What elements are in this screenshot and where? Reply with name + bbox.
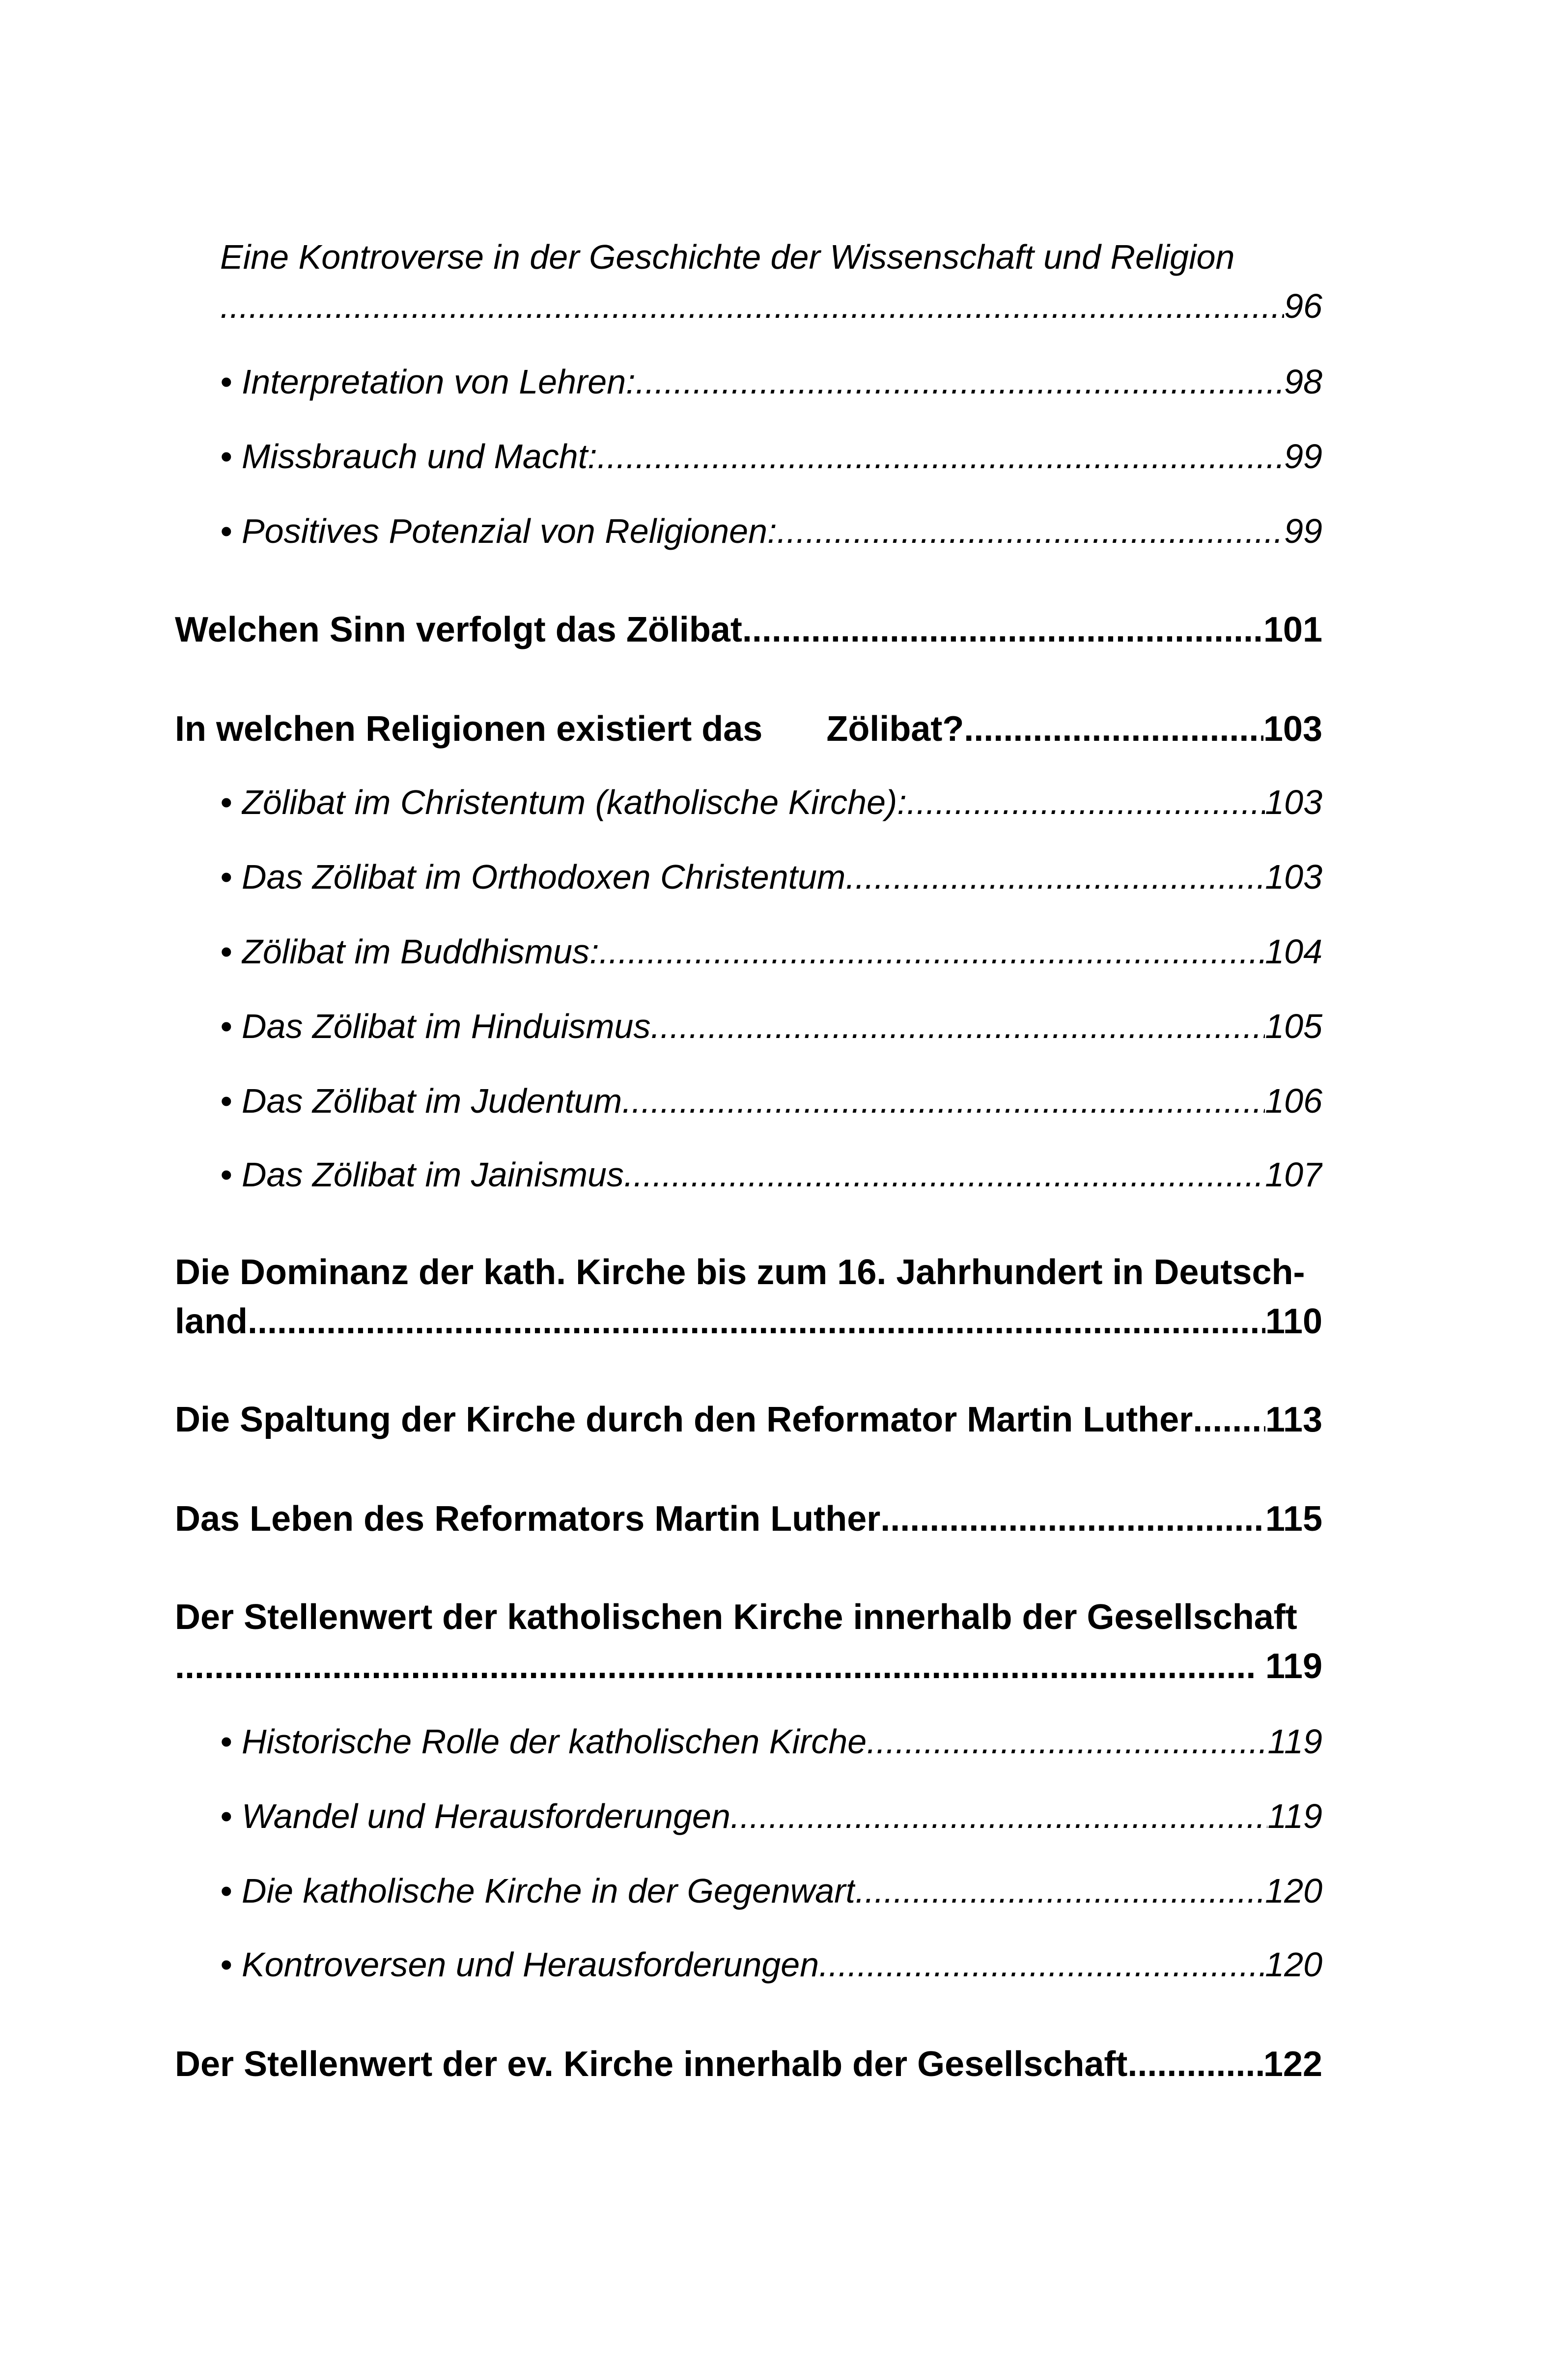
toc-entry-line xyxy=(220,780,1322,824)
toc-entry-label: Der Stellenwert der katholischen Kirche innerhalb der Gesellschaft xyxy=(175,1598,1297,1637)
toc-page-number: 103 xyxy=(1265,858,1322,896)
toc-leader-dots xyxy=(248,1298,1265,1345)
toc-entry-label: Das Zölibat im Orthodoxen Christentum xyxy=(241,858,846,896)
toc-entry-line xyxy=(175,705,1322,753)
toc-leader-dots xyxy=(624,1152,1265,1197)
toc-entry-label: Das Leben des Reformators Martin Luther xyxy=(175,1499,881,1539)
toc-page-number: 99 xyxy=(1284,512,1322,550)
toc-page-number: 106 xyxy=(1265,1082,1322,1120)
toc-entry-label: Die Spaltung der Kirche durch den Reformator Martin Luther xyxy=(175,1400,1193,1439)
toc-leader-dots xyxy=(730,1794,1267,1838)
toc-entry-line xyxy=(220,1869,1322,1913)
toc-page-number: 105 xyxy=(1265,1007,1322,1045)
toc-page-number: 120 xyxy=(1265,1945,1322,1984)
toc-entry-label: Die katholische Kirche in der Gegenwart xyxy=(241,1872,855,1910)
toc-entry-line xyxy=(220,1942,1322,1987)
toc-leader-dots xyxy=(636,360,1285,404)
toc-leader-dots xyxy=(175,1643,1257,1690)
toc-leader-dots xyxy=(1193,1396,1265,1443)
bullet-icon: • xyxy=(220,783,242,821)
toc-entry-label: Positives Potenzial von Religionen: xyxy=(241,512,777,550)
toc-leader-dots xyxy=(880,1495,1265,1543)
toc-entry-line xyxy=(175,1396,1322,1443)
toc-leader-dots xyxy=(597,434,1285,478)
toc-leader-dots xyxy=(1127,2041,1263,2088)
toc-leader-dots xyxy=(845,855,1265,899)
toc-entry-line xyxy=(220,855,1322,899)
toc-leader-dots xyxy=(855,1869,1265,1913)
toc-entry-label: land xyxy=(175,1302,248,1341)
bullet-icon: • xyxy=(220,1722,242,1761)
toc-page-number: 113 xyxy=(1265,1400,1322,1439)
toc-entry-line xyxy=(220,284,1322,328)
bullet-icon: • xyxy=(220,1155,242,1194)
toc-entry-label: Missbrauch und Macht: xyxy=(241,437,597,476)
toc-entry-line xyxy=(175,2041,1322,2088)
toc-entry-line xyxy=(220,509,1322,553)
toc-page-number: 119 xyxy=(1267,1722,1322,1761)
toc-entry-line xyxy=(220,1004,1322,1048)
bullet-icon: • xyxy=(220,363,242,401)
toc-entry-label: Interpretation von Lehren: xyxy=(241,363,636,401)
toc-entry-label: Der Stellenwert der ev. Kirche innerhalb der Gesellschaft xyxy=(175,2045,1128,2084)
toc-entry-label: Das Zölibat im Judentum xyxy=(241,1082,622,1120)
toc-page-number: 120 xyxy=(1265,1872,1322,1910)
toc-entry-line xyxy=(175,606,1322,653)
bullet-icon: • xyxy=(220,437,242,476)
toc-entry-label: Das Zölibat im Jainismus xyxy=(241,1155,624,1194)
bullet-icon: • xyxy=(220,1797,242,1835)
toc-entry-line xyxy=(175,1298,1322,1345)
toc-page-number: 107 xyxy=(1265,1155,1322,1194)
toc-leader-dots xyxy=(819,1942,1265,1987)
toc-entry-line xyxy=(175,1495,1322,1543)
toc-page-number: 122 xyxy=(1263,2045,1322,2084)
bullet-icon: • xyxy=(220,932,242,971)
bullet-icon: • xyxy=(220,1007,242,1045)
toc-entry-label: Die Dominanz der kath. Kirche bis zum 16. Jahrhundert in Deutsch- xyxy=(175,1253,1305,1292)
toc-entry-label: Historische Rolle der katholischen Kirche xyxy=(241,1722,867,1761)
toc-entry-label: Zölibat im Christentum (katholische Kirche): xyxy=(241,783,907,821)
toc-page-number: 103 xyxy=(1263,709,1322,749)
toc-entry-label: Zölibat? xyxy=(826,709,964,749)
toc-entry-label: Kontroversen und Herausforderungen xyxy=(241,1945,819,1984)
toc-entry-label: Zölibat im Buddhismus: xyxy=(241,932,599,971)
toc-entry-line xyxy=(220,929,1322,974)
toc-page-number: 115 xyxy=(1265,1499,1322,1539)
toc-leader-dots xyxy=(907,780,1265,824)
toc-leader-dots xyxy=(622,1079,1265,1123)
toc-entry-label: Eine Kontroverse in der Geschichte der Wissenschaft und Religion xyxy=(220,238,1235,276)
toc-leader-dots xyxy=(867,1719,1267,1764)
bullet-icon: • xyxy=(220,512,242,550)
toc-page-number: 101 xyxy=(1263,610,1322,649)
toc-page-number: 99 xyxy=(1284,437,1322,476)
toc-page-number: 96 xyxy=(1284,287,1322,325)
toc-leader-dots xyxy=(599,929,1265,974)
toc-leader-dots xyxy=(777,509,1284,553)
toc-page-number: 104 xyxy=(1265,932,1322,971)
toc-entry-label: Wandel und Herausforderungen xyxy=(241,1797,730,1835)
toc-entry-label: Welchen Sinn verfolgt das Zölibat xyxy=(175,610,742,649)
bullet-icon: • xyxy=(220,1872,242,1910)
toc-entry-label: In welchen Religionen existiert das xyxy=(175,709,763,749)
toc-page-number: 103 xyxy=(1265,783,1322,821)
toc-page-number: 119 xyxy=(1265,1647,1322,1686)
toc-entry-label: Das Zölibat im Hinduismus xyxy=(241,1007,651,1045)
bullet-icon: • xyxy=(220,1945,242,1984)
toc-entry-line xyxy=(175,1643,1322,1690)
toc-leader-dots xyxy=(964,705,1263,753)
toc-page-number: 98 xyxy=(1284,363,1322,401)
toc-entry-line xyxy=(220,360,1322,404)
bullet-icon: • xyxy=(220,1082,242,1120)
toc-entry-line xyxy=(220,1794,1322,1838)
toc-entry-line xyxy=(220,1079,1322,1123)
toc-leader-dots xyxy=(650,1004,1265,1048)
toc-entry-line xyxy=(175,1594,1322,1641)
toc-entry-line xyxy=(220,235,1322,279)
toc-entry-line xyxy=(220,1152,1322,1197)
bullet-icon: • xyxy=(220,858,242,896)
toc-page-number: 119 xyxy=(1267,1797,1322,1835)
toc-leader-dots xyxy=(220,284,1284,328)
toc-page-number: 110 xyxy=(1265,1302,1322,1341)
toc-entry-line xyxy=(175,1249,1322,1296)
toc-entry-line xyxy=(220,434,1322,478)
toc-entry-line xyxy=(220,1719,1322,1764)
toc-leader-dots xyxy=(742,606,1263,653)
